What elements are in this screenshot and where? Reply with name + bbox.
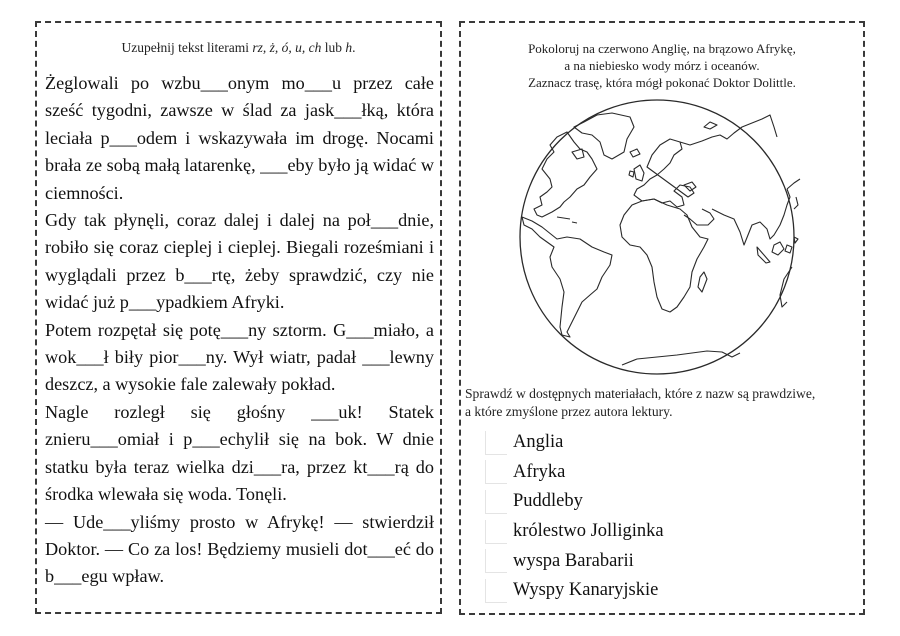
instruction-last-letter: h [345, 40, 353, 55]
checklist-instruction-line-2: a które zmyślone przez autora lektury. [465, 404, 673, 419]
checklist-label: Wyspy Kanaryjskie [513, 580, 659, 601]
checkbox-kanaryjskie[interactable] [485, 579, 507, 603]
checkbox-puddleby[interactable] [485, 490, 507, 514]
instruction-letters: rz, ż, ó, u, ch [252, 40, 322, 55]
fill-in-exercise-panel [35, 21, 442, 614]
map-and-checklist-panel [459, 21, 865, 615]
instruction-middle: lub [321, 40, 346, 55]
checklist-item-jolliginka[interactable] [485, 517, 664, 547]
checklist-item-anglia[interactable] [485, 428, 664, 458]
checklist-instruction-line-1: Sprawdź w dostępnych materiałach, które z nazw są prawdziwe, [465, 386, 816, 401]
checklist-label: Puddleby [513, 491, 583, 512]
place-names-checklist [485, 428, 664, 606]
checklist-instruction [465, 385, 859, 421]
instruction-prefix: Uzupełnij tekst literami [121, 40, 253, 55]
checklist-item-barabarii[interactable] [485, 546, 664, 576]
checkbox-jolliginka[interactable] [485, 520, 507, 544]
instruction-suffix: . [352, 40, 356, 55]
map-instruction [461, 40, 863, 91]
story-paragraph-4: Nagle rozległ się głośny ___uk! Statek znieru___omiał i p___echylił się na bok. W dnie statku była teraz wielka dzi___ra, przez kt___rą do środka wlewała się woda. Tonęli. [45, 401, 434, 505]
checklist-label: Anglia [513, 432, 564, 453]
checklist-label: Afryka [513, 461, 566, 482]
checkbox-afryka[interactable] [485, 460, 507, 484]
checkbox-barabarii[interactable] [485, 549, 507, 573]
checkbox-anglia[interactable] [485, 431, 507, 455]
story-text [45, 70, 434, 591]
checklist-label: wyspa Barabarii [513, 550, 634, 571]
checklist-label: królestwo Jolliginka [513, 521, 664, 542]
map-instruction-line-2: a na niebiesko wody mórz i oceanów. [564, 58, 760, 73]
map-instruction-line-3: Zaznacz trasę, która mógł pokonać Doktor Dolittle. [528, 75, 796, 90]
world-globe-icon[interactable] [512, 97, 812, 387]
map-instruction-line-1: Pokoloruj na czerwono Anglię, na brązowo Afrykę, [528, 41, 796, 56]
checklist-item-puddleby[interactable] [485, 487, 664, 517]
checklist-item-kanaryjskie[interactable] [485, 576, 664, 606]
story-paragraph-5: — Ude___yliśmy prosto w Afrykę! — stwierdził Doktor. — Co za los! Będziemy musieli dot___eć do b___egu wpław. [45, 511, 434, 587]
fill-in-instruction [37, 40, 440, 56]
story-paragraph-3: Potem rozpętał się potę___ny sztorm. G___miało, a wok___ł biły pior___ny. Wył wiatr, padał ___lewny deszcz, a wysokie fale zalewały pokład. [45, 319, 434, 395]
story-paragraph-1: Żeglowali po wzbu___onym mo___u przez całe sześć tygodni, zawsze w ślad za jask___łką, która leciała p___odem i wskazywała im drogę. Nocami brała ze sobą małą latarenkę, ___eby było ją widać w ciemności. [45, 73, 434, 203]
story-paragraph-2: Gdy tak płynęli, coraz dalej i dalej na poł___dnie, robiło się coraz cieplej i cieplej. Biegali roześmiani i wyglądali przez b___rtę, żeby sprawdzić, czy nie widać już p___ypadkiem Afryki. [45, 210, 434, 313]
checklist-item-afryka[interactable] [485, 458, 664, 488]
